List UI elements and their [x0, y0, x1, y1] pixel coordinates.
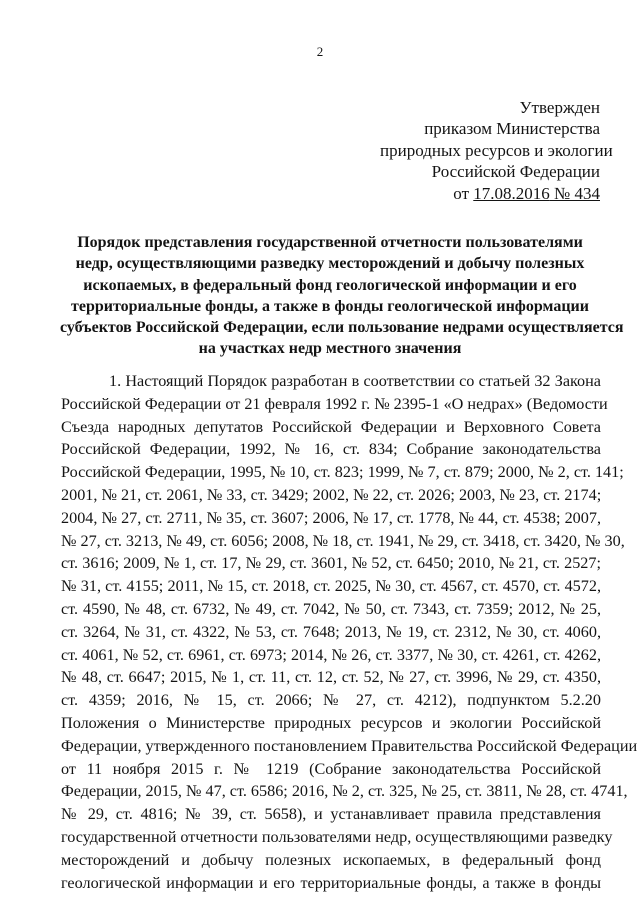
- body-line: Положения о Министерстве природных ресурсов и экологии Российской: [61, 713, 601, 732]
- document-title: [60, 232, 624, 360]
- title-line: Порядок представления государственной отчетности пользователями: [77, 234, 583, 251]
- title-line: на участках недр местного значения: [198, 340, 462, 358]
- body-paragraph: [61, 370, 638, 894]
- approval-date-line: [380, 183, 600, 204]
- date-prefix: от: [453, 183, 474, 203]
- body-line: Российской Федерации, 1992, № 16, ст. 834; Собрание законодательства: [61, 440, 601, 459]
- body-line: ст. 4359; 2016, № 15, ст. 2066; № 27, ст. 4212), подпунктом 5.2.20: [61, 691, 601, 710]
- approval-line: природных ресурсов и экологии: [380, 140, 613, 160]
- order-number: 434: [574, 183, 600, 203]
- title-line: субъектов Российской Федерации, если пользование недрами осуществляется: [60, 319, 624, 337]
- approval-block: [380, 97, 613, 204]
- body-line: № 27, ст. 3213, № 49, ст. 6056; 2008, № 18, ст. 1941, № 29, ст. 3418, ст. 3420, № 30,: [61, 531, 625, 550]
- body-line: № 31, ст. 4155; 2011, № 15, ст. 2018, ст. 2025, № 30, ст. 4567, ст. 4570, ст. 4572,: [61, 577, 601, 596]
- body-line: ст. 3616; 2009, № 1, ст. 17, № 29, ст. 3601, № 52, ст. 6450; 2010, № 21, ст. 2527;: [61, 554, 601, 573]
- body-line: Федерации, 2015, № 47, ст. 6586; 2016, № 2, ст. 325, № 25, ст. 3811, № 28, ст. 4741,: [61, 782, 628, 801]
- body-line: ст. 3264, № 31, ст. 4322, № 53, ст. 7648; 2013, № 19, ст. 2312, № 30, ст. 4060,: [61, 622, 601, 641]
- body-line: 2004, № 27, ст. 2711, № 35, ст. 3607; 2006, № 17, ст. 1778, № 44, ст. 4538; 2007,: [61, 508, 601, 527]
- body-line: ст. 4061, № 52, ст. 6961, ст. 6973; 2014, № 26, ст. 3377, № 30, ст. 4261, ст. 4262,: [61, 645, 601, 664]
- approval-line: Российской Федерации: [431, 162, 600, 182]
- approval-line: приказом Министерства: [424, 119, 600, 139]
- approval-line: Утвержден: [519, 98, 600, 117]
- body-line: месторождений и добычу полезных ископаемых, в федеральный фонд: [61, 850, 601, 869]
- body-line: № 48, ст. 6647; 2015, № 1, ст. 11, ст. 12, ст. 52, № 27, ст. 3996, № 29, ст. 4350,: [61, 668, 601, 687]
- title-line: территориальные фонды, а также в фонды геологической информации: [71, 297, 589, 315]
- page-number: 2: [316, 44, 324, 59]
- body-line: государственной отчетности пользователями недр, осуществляющими разведку: [61, 827, 613, 846]
- body-line: Российской Федерации, 1995, № 10, ст. 823; 1999, № 7, ст. 879; 2000, № 2, ст. 141;: [61, 463, 624, 482]
- body-line: Съезда народных депутатов Российской Федерации и Верховного Совета: [61, 417, 601, 436]
- body-line: ст. 4590, № 48, ст. 6732, № 49, ст. 7042, № 50, ст. 7343, ст. 7359; 2012, № 25,: [61, 599, 601, 618]
- body-line: 2001, № 21, ст. 2061, № 33, ст. 3429; 2002, № 22, ст. 2026; 2003, № 23, ст. 2174;: [61, 485, 602, 504]
- number-label: №: [549, 183, 575, 203]
- body-line: № 29, ст. 4816; № 39, ст. 5658), и устанавливает правила представления: [61, 805, 601, 824]
- body-line: от 11 ноября 2015 г. № 1219 (Собрание законодательства Российской: [61, 759, 601, 778]
- body-line: Федерации, утвержденного постановлением Правительства Российской Федерации: [61, 736, 638, 755]
- order-date: 17.08.2016: [473, 183, 550, 203]
- title-line: ископаемых, в федеральный фонд геологической информации и его: [83, 276, 577, 294]
- title-line: недр, осуществляющими разведку месторождений и добычу полезных: [75, 255, 585, 273]
- body-line: геологической информации и его территориальные фонды, а также в фонды: [61, 873, 601, 892]
- body-line: Российской Федерации от 21 февраля 1992 г. № 2395-1 «О недрах» (Ведомости: [61, 394, 608, 413]
- body-line: 1. Настоящий Порядок разработан в соответствии со статьей 32 Закона: [109, 372, 601, 390]
